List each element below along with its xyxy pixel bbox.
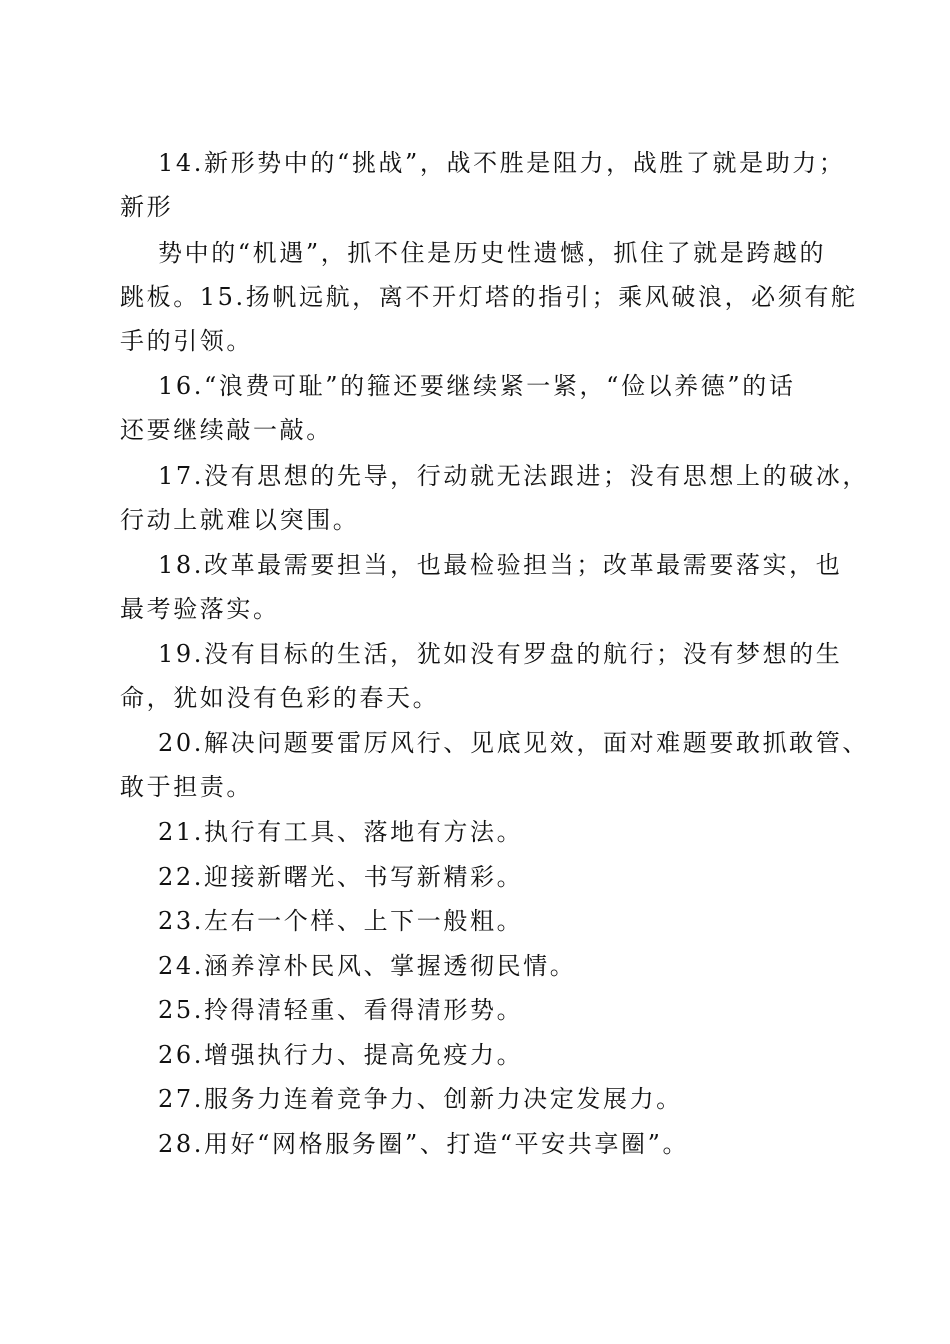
- line-22: 22.迎接新曙光、书写新精彩。: [158, 863, 524, 891]
- line-19b: 命，犹如没有色彩的春天。: [120, 684, 440, 712]
- line-17b: 行动上就难以突围。: [120, 506, 360, 534]
- line-20b: 敢于担责。: [120, 773, 253, 801]
- line-18b: 最考验落实。: [120, 595, 280, 623]
- line-21: 21.执行有工具、落地有方法。: [158, 818, 524, 846]
- line-18a: 18.改革最需要担当，也最检验担当；改革最需要落实，也: [158, 551, 843, 579]
- line-15a: 跳板。15.扬帆远航，离不开灯塔的指引；乘风破浪，必须有舵: [120, 283, 858, 311]
- line-19a: 19.没有目标的生活，犹如没有罗盘的航行；没有梦想的生: [158, 640, 843, 668]
- line-16a: 16.“浪费可耻”的箍还要继续紧一紧，“俭以养德”的话: [158, 372, 796, 400]
- line-23: 23.左右一个样、上下一般粗。: [158, 907, 524, 935]
- line-17a: 17.没有思想的先导，行动就无法跟进；没有思想上的破冰，: [158, 462, 869, 490]
- line-28: 28.用好“网格服务圈”、打造“平安共享圈”。: [158, 1130, 690, 1158]
- line-27: 27.服务力连着竞争力、创新力决定发展力。: [158, 1085, 683, 1113]
- line-16b: 还要继续敲一敲。: [120, 416, 333, 444]
- line-14a: 14.新形势中的“挑战”，战不胜是阻力，战胜了就是助力；: [158, 149, 846, 177]
- line-25: 25.拎得清轻重、看得清形势。: [158, 996, 524, 1024]
- line-26: 26.增强执行力、提高免疫力。: [158, 1041, 524, 1069]
- line-14c: 势中的“机遇”，抓不住是历史性遗憾，抓住了就是跨越的: [158, 239, 827, 267]
- line-20a: 20.解决问题要雷厉风行、见底见效，面对难题要敢抓敢管、: [158, 729, 869, 757]
- line-15b: 手的引领。: [120, 327, 253, 355]
- line-24: 24.涵养淳朴民风、掌握透彻民情。: [158, 952, 577, 980]
- line-14b: 新形: [120, 193, 174, 221]
